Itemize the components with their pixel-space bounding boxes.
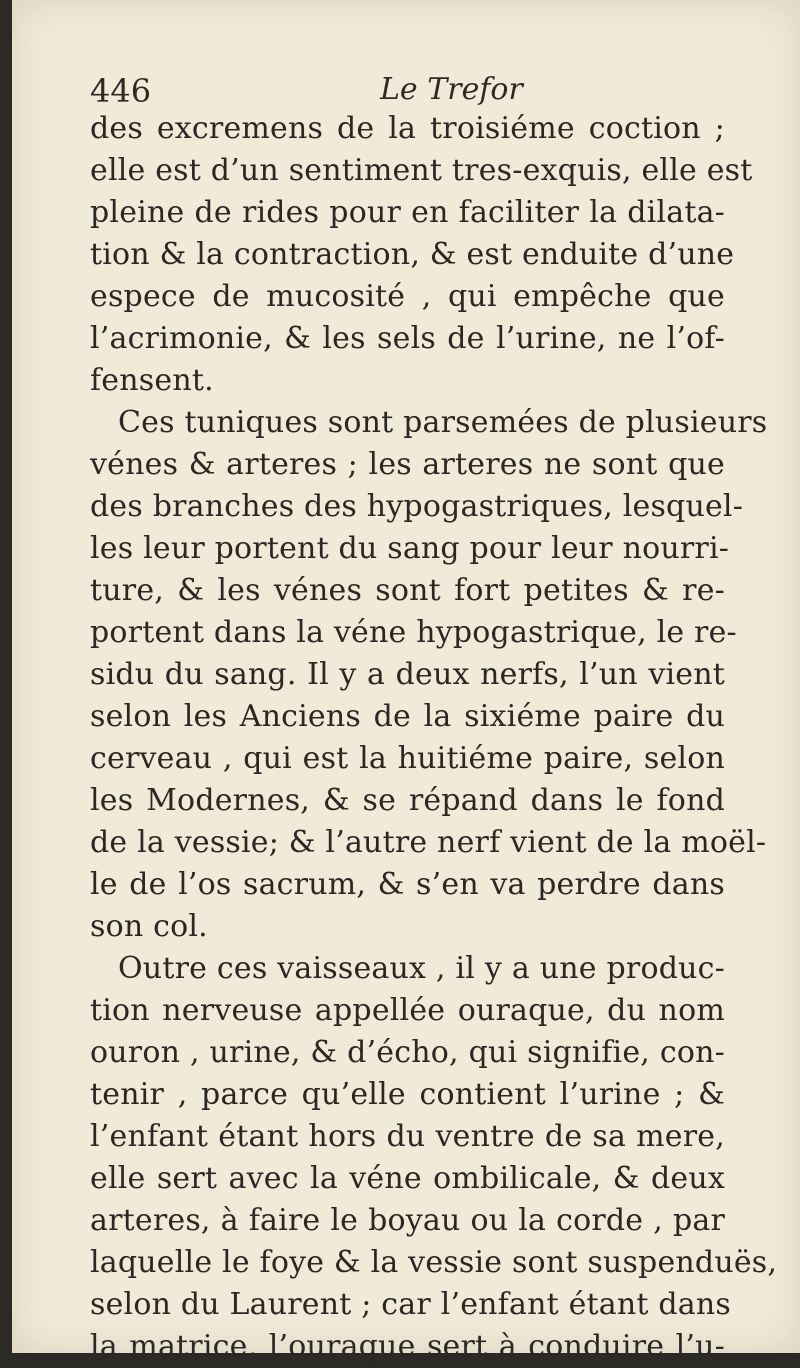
text-line: les Modernes, & se répand dans le fond bbox=[90, 783, 725, 818]
page-number: 446 bbox=[90, 72, 152, 110]
paragraph-start-line: Ces tuniques sont parsemées de plusieurs bbox=[118, 405, 768, 440]
text-line: l’acrimonie, & les sels de l’urine, ne l’of- bbox=[90, 321, 725, 356]
text-line: espece de mucosité , qui empêche que bbox=[90, 279, 725, 314]
paragraph-start-line: Outre ces vaisseaux , il y a une produc- bbox=[118, 951, 725, 986]
text-line: l’enfant étant hors du ventre de sa mere, bbox=[90, 1119, 725, 1154]
text-line: laquelle le foye & la vessie sont suspenduës, bbox=[90, 1245, 778, 1280]
text-line: le de l’os sacrum, & s’en va perdre dans bbox=[90, 867, 725, 902]
text-line: elle est d’un sentiment tres-exquis, elle est bbox=[90, 153, 753, 188]
text-line: des branches des hypogastriques, lesquel- bbox=[90, 489, 744, 524]
text-line: tenir , parce qu’elle contient l’urine ; & bbox=[90, 1077, 725, 1112]
text-line: selon les Anciens de la sixiéme paire du bbox=[90, 699, 725, 734]
text-line: portent dans la véne hypogastrique, le re- bbox=[90, 615, 737, 650]
text-line: son col. bbox=[90, 909, 208, 944]
text-line: ouron , urine, & d’écho, qui signifie, con- bbox=[90, 1035, 725, 1070]
text-line: vénes & arteres ; les arteres ne sont que bbox=[90, 447, 725, 482]
text-line: fensent. bbox=[90, 363, 214, 398]
text-line: tion & la contraction, & est enduite d’une bbox=[90, 237, 735, 272]
text-line: tion nerveuse appellée ouraque, du nom bbox=[90, 993, 725, 1028]
text-line: la matrice, l’ouraque sert à conduire l’u- bbox=[90, 1329, 725, 1364]
text-line: des excremens de la troisiéme coction ; bbox=[90, 111, 725, 146]
text-line: arteres, à faire le boyau ou la corde , par bbox=[90, 1203, 725, 1238]
book-page bbox=[12, 0, 800, 1364]
text-line: elle sert avec la véne ombilicale, & deux bbox=[90, 1161, 725, 1196]
text-line: de la vessie; & l’autre nerf vient de la moël- bbox=[90, 825, 767, 860]
text-line: sidu du sang. Il y a deux nerfs, l’un vient bbox=[90, 657, 725, 692]
text-line: ture, & les vénes sont fort petites & re- bbox=[90, 573, 725, 608]
text-line: pleine de rides pour en faciliter la dilata- bbox=[90, 195, 725, 230]
text-line: les leur portent du sang pour leur nourri- bbox=[90, 531, 730, 566]
running-title: Le Trefor bbox=[380, 72, 523, 107]
text-line: selon du Laurent ; car l’enfant étant dans bbox=[90, 1287, 731, 1322]
body-text bbox=[90, 108, 778, 1368]
text-line: cerveau , qui est la huitiéme paire, selon bbox=[90, 741, 725, 776]
